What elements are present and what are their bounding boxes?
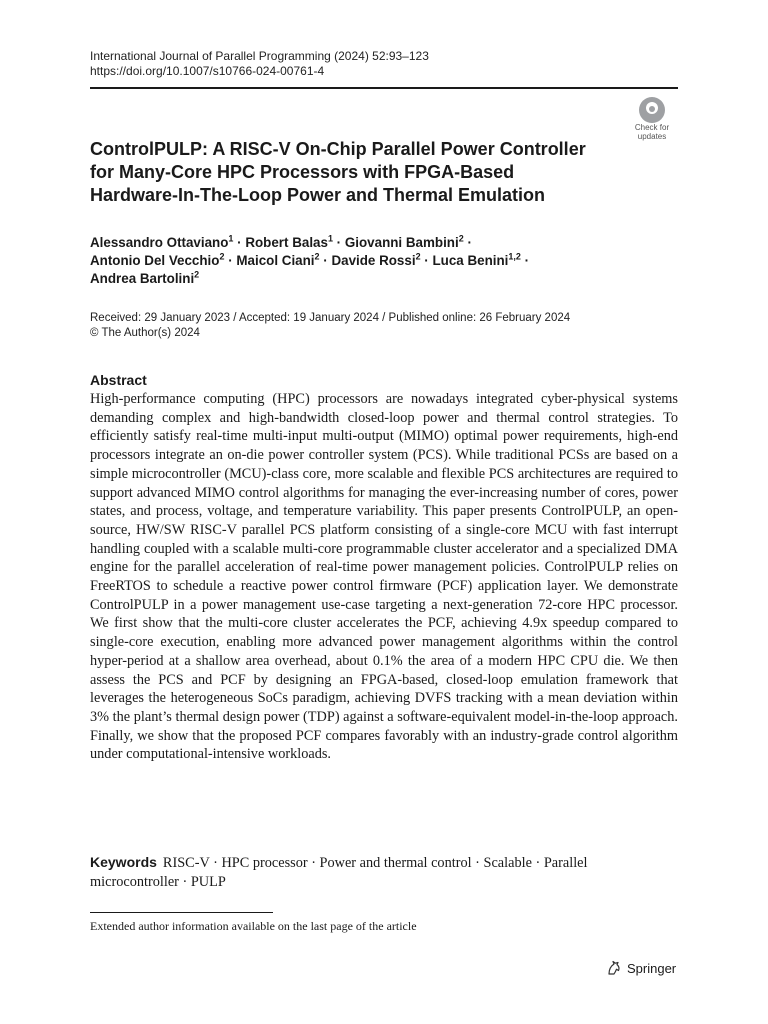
publisher-name: Springer	[627, 960, 677, 976]
keywords-heading: Keywords	[90, 854, 157, 870]
footnote-rule	[90, 912, 273, 913]
title-line: ControlPULP: A RISC-V On-Chip Parallel Power Controller	[90, 139, 586, 159]
title-line: Hardware-In-The-Loop Power and Thermal Emulation	[90, 185, 546, 205]
journal-citation: International Journal of Parallel Programming (2024) 52:93–123	[90, 49, 429, 63]
author-name: Robert Balas	[245, 235, 328, 250]
springer-logo	[606, 958, 676, 978]
author-affiliation: 2	[314, 251, 320, 262]
author-affiliation: 2	[415, 251, 421, 262]
author-name: Luca Benini	[432, 253, 509, 268]
footnote: Extended author information available on the last page of the article	[90, 919, 417, 933]
author-name: Antonio Del Vecchio	[90, 253, 220, 268]
author-separator: ·	[463, 235, 472, 250]
author-affiliation: 2	[194, 269, 200, 280]
author-separator: ·	[332, 235, 345, 250]
author-line	[90, 234, 610, 252]
author-list	[90, 234, 610, 288]
check-updates-label-1: Check for	[634, 123, 670, 132]
author-line	[90, 270, 610, 288]
publication-dates	[90, 311, 570, 341]
author-affiliation: 1,2	[508, 251, 521, 262]
author-separator: ·	[233, 235, 246, 250]
title-line: for Many-Core HPC Processors with FPGA-Based	[90, 162, 515, 182]
author-affiliation: 2	[219, 251, 225, 262]
doi-link[interactable]: https://doi.org/10.1007/s10766-024-00761-4	[90, 64, 325, 78]
author-affiliation: 2	[458, 233, 464, 244]
author-name: Giovanni Bambini	[344, 235, 459, 250]
author-affiliation: 1	[327, 233, 333, 244]
keywords-section	[90, 853, 678, 892]
header-rule	[90, 87, 678, 89]
abstract-heading: Abstract	[90, 372, 147, 388]
journal-header	[90, 49, 429, 79]
author-name: Alessandro Ottaviano	[90, 235, 229, 250]
author-name: Andrea Bartolini	[90, 271, 195, 286]
author-affiliation: 1	[228, 233, 234, 244]
author-line	[90, 252, 610, 270]
author-name: Davide Rossi	[331, 253, 416, 268]
copyright-line: © The Author(s) 2024	[90, 327, 200, 339]
paper-title	[90, 138, 620, 207]
author-name: Maicol Ciani	[236, 253, 315, 268]
author-separator: ·	[319, 253, 332, 268]
author-separator: ·	[224, 253, 237, 268]
springer-horse-icon	[606, 960, 622, 976]
check-updates-icon	[639, 97, 665, 123]
author-separator: ·	[420, 253, 433, 268]
abstract-body: High-performance computing (HPC) processors are nowadays integrated cyber-physical systems demanding complex and high-bandwidth closed-loop power and thermal control strategies. To efficiently satisfy real-time multi-input multi-output (MIMO) optimal power requirements, high-end processors integrate an on-die power controller system (PCS). While traditional PCSs are based on a simple microcontroller (MCU)-class core, more scalable and flexible PCS architectures are required to support advanced MIMO control algorithms for managing the ever-increasing number of cores, power states, and process, voltage, and temperature variability. This paper presents ControlPULP, an open-source, HW/SW RISC-V parallel PCS platform consisting of a single-core MCU with fast interrupt handling coupled with a scalable multi-core programmable cluster accelerator and a specialized DMA engine for the parallel acceleration of real-time power management policies. ControlPULP relies on FreeRTOS to schedule a reactive power control firmware (PCF) application layer. We demonstrate ControlPULP in a power management use-case targeting a next-generation 72-core HPC processor. We first show that the multi-core cluster accelerates the PCF, achieving 4.9x speedup compared to single-core execution, enabling more advanced power management algorithms within the control hyper-period at a shallow area overhead, about 0.1% the area of a modern HPC CPU die. We then assess the PCS and PCF by designing an FPGA-based, closed-loop emulation framework that leverages the heterogeneous SoCs paradigm, achieving DVFS tracking with a mean deviation within 3% the plant’s thermal design power (TDP) against a software-equivalent model-in-the-loop approach. Finally, we show that the proposed PCF compares favorably with an industry-grade control algorithm under computational-intensive workloads.	[90, 391, 678, 763]
keywords-list: RISC-V · HPC processor · Power and thermal control · Scalable · Parallel microcontroller · PULP	[90, 855, 588, 890]
author-separator: ·	[520, 253, 530, 268]
check-updates-label-2: updates	[637, 132, 667, 141]
dates-line: Received: 29 January 2023 / Accepted: 19 January 2024 / Published online: 26 February 2024	[90, 312, 571, 324]
check-for-updates-badge[interactable]	[626, 97, 678, 143]
